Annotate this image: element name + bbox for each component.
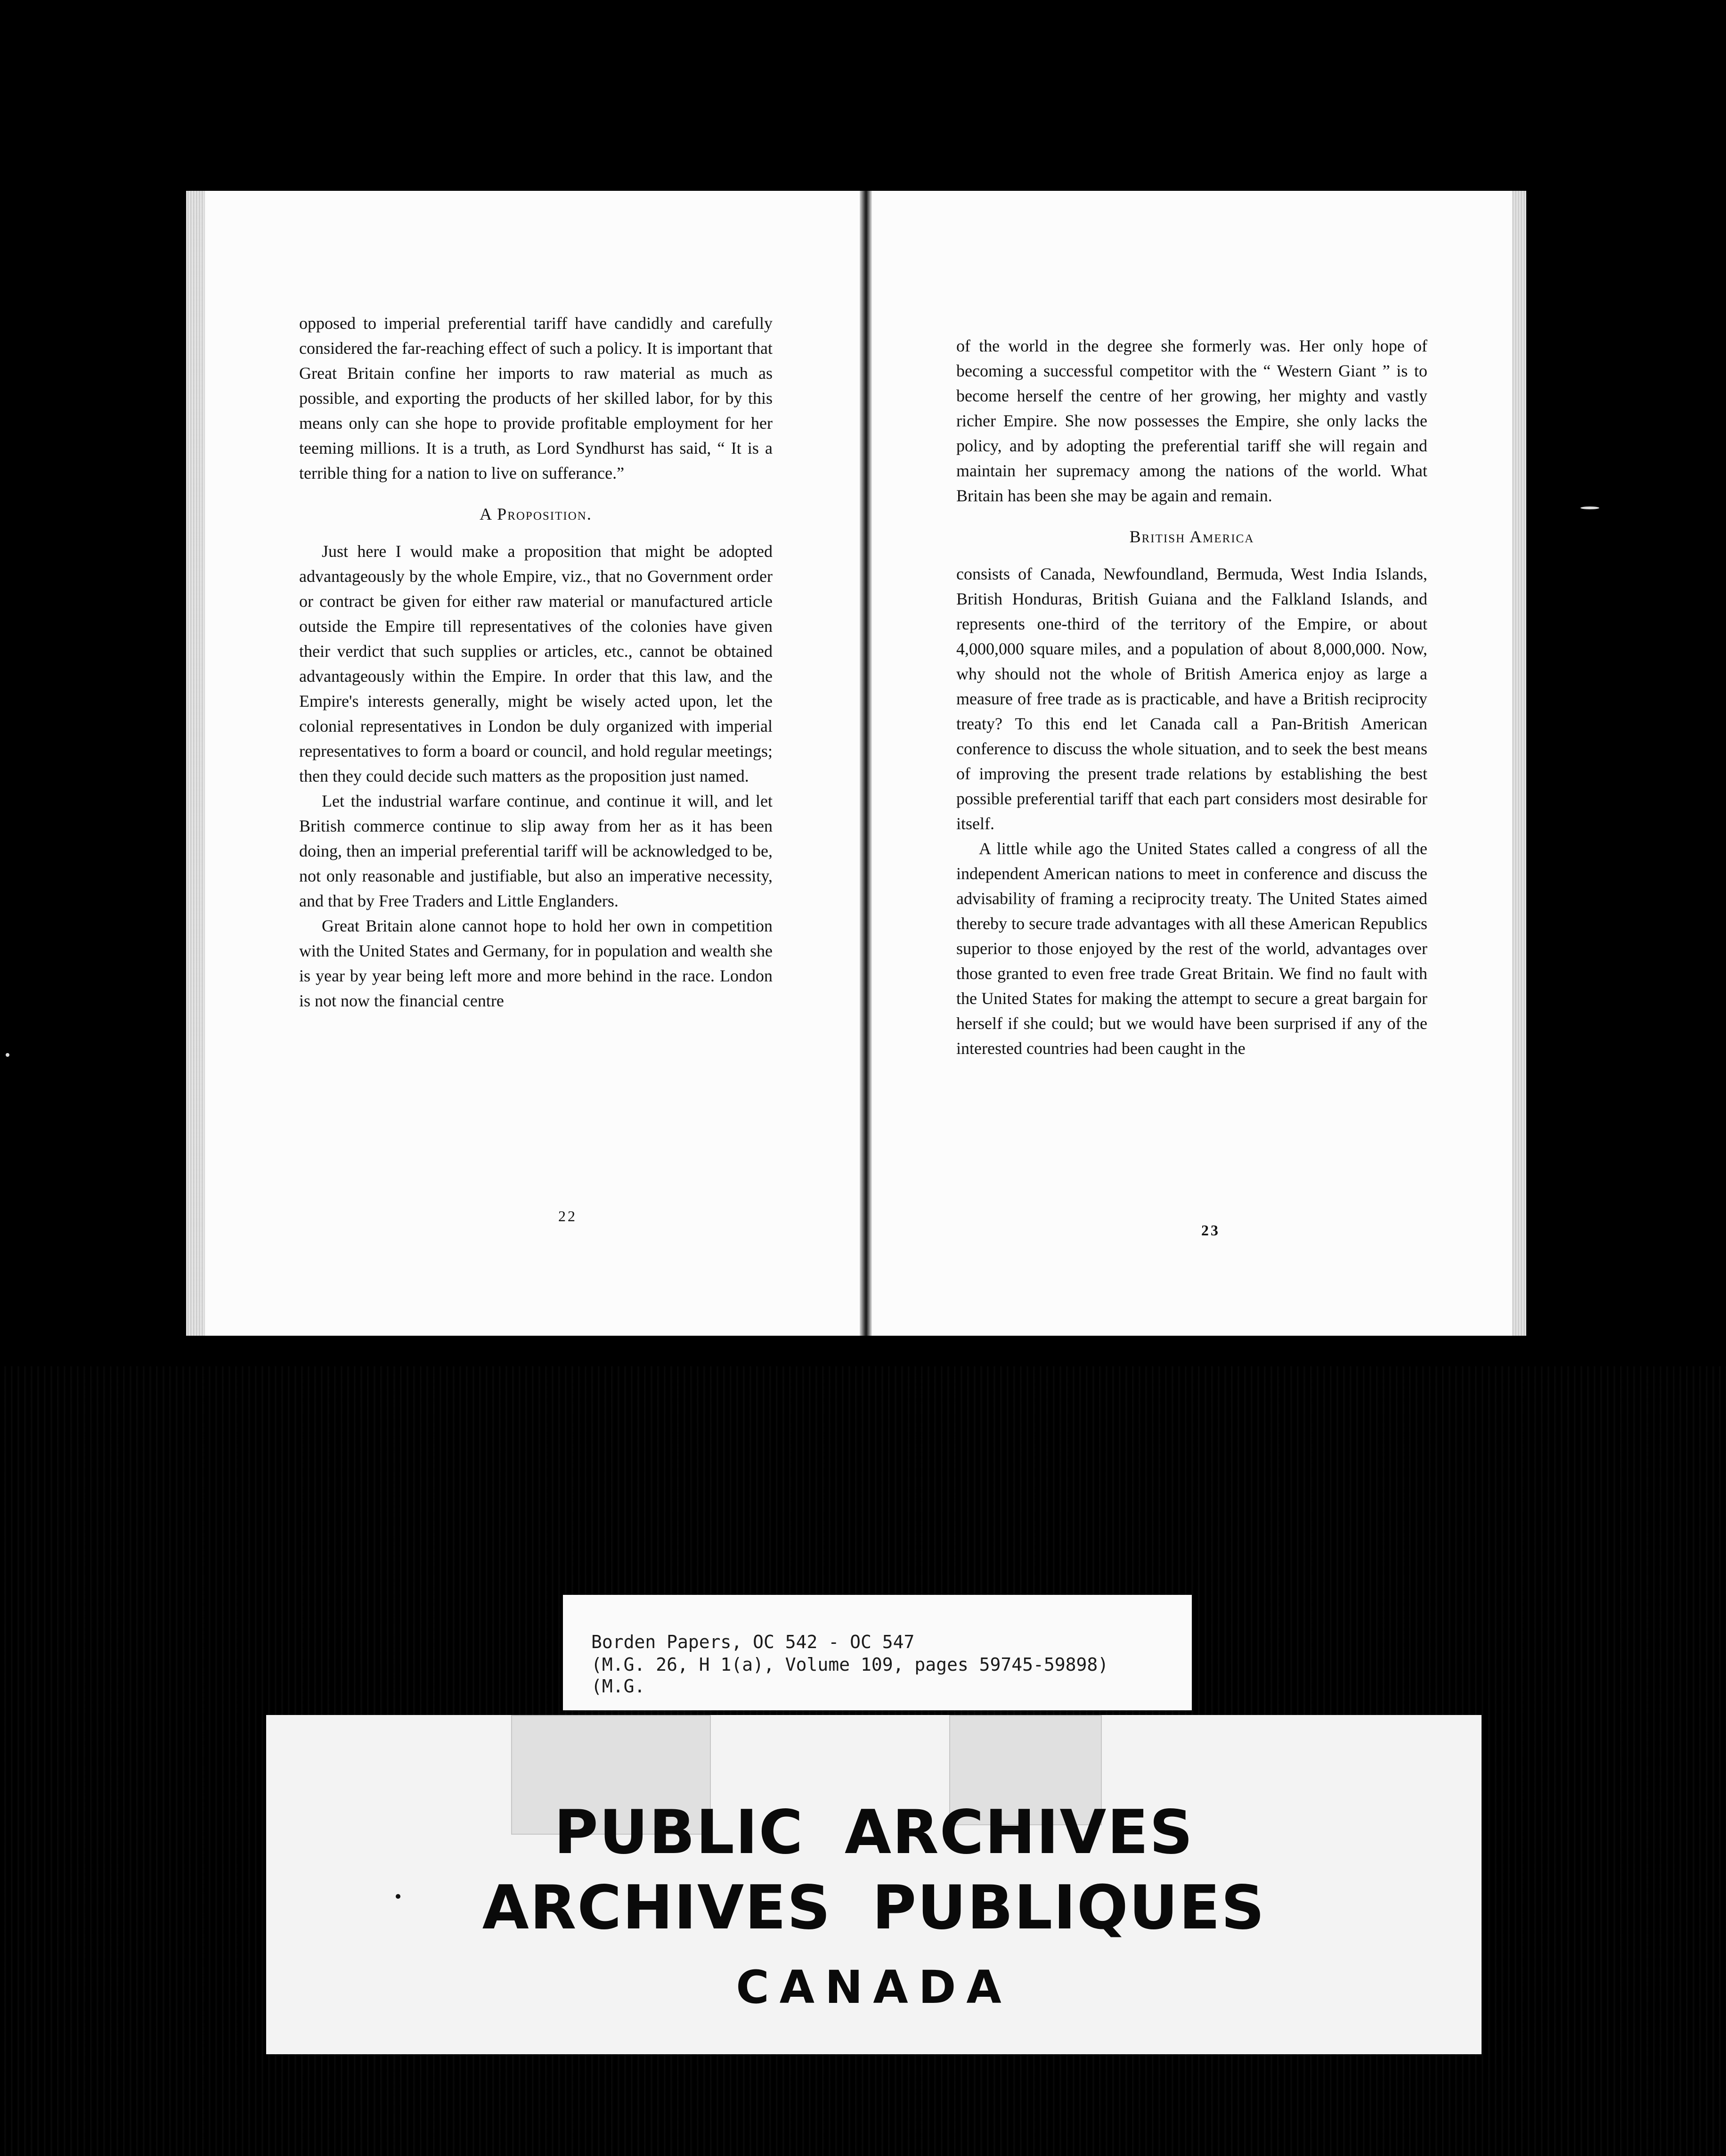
- left-paragraph-2: Just here I would make a proposition that might be adopted advantageously by the whole Empire, viz., that no Government order or contract be given for either raw material or manufactured article outside the Empire till representatives of the colonies have given their verdict that such supplies or articles, etc., cannot be obtained advantageously within the Empire. In order that this law, and the Empire's interests generally, might be wisely acted upon, let the colonial representatives in London be duly organized with imperial representatives to form a board or council, and hold regular meetings; then they could decide such matters as the proposition just named.: [299, 542, 773, 785]
- stamp-line-2: ARCHIVES PUBLIQUES: [482, 1873, 1266, 1943]
- film-speck: [6, 1053, 9, 1057]
- left-paragraph-4: Great Britain alone cannot hope to hold her own in competition with the United States and Germany, for in population and wealth she is year by year being left more and more behind in the race. London is not now the financial centre: [299, 916, 773, 1010]
- archive-reference-label: [563, 1595, 1192, 1710]
- stamp-line-3: CANADA: [736, 1961, 1012, 2014]
- stamp-line-1: PUBLIC ARCHIVES: [554, 1797, 1194, 1868]
- left-paragraph-1: opposed to imperial preferential tariff have candidly and carefully considered the far-reaching effect of such a policy. It is important that Great Britain confine her imports to raw material as much as possible, and exporting the products of her skilled labor, for by this means only can she hope to provide profitable employment for her teeming millions. It is a truth, as Lord Syndhurst has said, “ It is a terrible thing for a nation to live on sufferance.”: [299, 314, 773, 482]
- left-heading: A Proposition.: [480, 505, 592, 523]
- right-paragraph-2: consists of Canada, Newfoundland, Bermuda, West India Islands, British Honduras, British Guiana and the Falkland Islands, and represents one-third of the territory of the Empire, or about 4,000,000 square miles, and a population of about 8,000,000. Now, why should not the whole of British America enjoy as large a measure of free trade as is practicable, and have a British reciprocity treaty? To this end let Canada call a Pan-British American conference to discuss the whole situation, and to seek the best means of improving the present trade relations by establishing the best possible preferential tariff that each part considers most desirable for itself.: [956, 564, 1427, 833]
- archive-label-line-3: (M.G.: [591, 1676, 645, 1697]
- film-speck: [1580, 506, 1599, 509]
- book-spine: [860, 191, 872, 1336]
- film-speck: [396, 1894, 400, 1899]
- right-paragraph-1: of the world in the degree she formerly was. Her only hope of becoming a successful competitor with the “ Western Giant ” is to become herself the centre of her growing, her mighty and vastly richer Empire. She now possesses the Empire, she only lacks the policy, and by adopting the preferential tariff she will regain and maintain her supremacy among the nations of the world. What Britain has been she may be again and remain.: [956, 336, 1427, 505]
- right-page-text: [956, 334, 1427, 1061]
- archive-stamp-card: [266, 1715, 1482, 2054]
- right-page-edges: [1512, 191, 1526, 1336]
- left-page: [200, 191, 874, 1336]
- right-page: [871, 191, 1526, 1336]
- left-page-edges: [186, 191, 205, 1336]
- left-page-number: 22: [558, 1208, 577, 1225]
- right-heading: British America: [1129, 527, 1254, 546]
- right-page-number: 23: [1201, 1222, 1220, 1239]
- left-page-text: [299, 311, 773, 1013]
- left-paragraph-3: Let the industrial warfare continue, and continue it will, and let British commerce continue to slip away from her as it has been doing, then an imperial preferential tariff will be acknowledged to be, not only reasonable and justifiable, but also an imperative necessity, and that by Free Traders and Little Englanders.: [299, 792, 773, 910]
- open-book-scan: [186, 191, 1526, 1336]
- right-paragraph-3: A little while ago the United States called a congress of all the independent American nations to meet in conference and discuss the advisability of framing a reciprocity treaty. The United States aimed thereby to secure trade advantages with all these American Republics superior to those enjoyed by the rest of the world, advantages over those granted to even free trade Great Britain. We find no fault with the United States for making the attempt to secure a great bargain for herself if she could; but we would have been surprised if any of the interested countries had been caught in the: [956, 839, 1427, 1058]
- archive-label-line-1: Borden Papers, OC 542 - OC 547: [591, 1632, 915, 1652]
- archive-label-line-2: (M.G. 26, H 1(a), Volume 109, pages 59745-59898): [591, 1654, 1109, 1675]
